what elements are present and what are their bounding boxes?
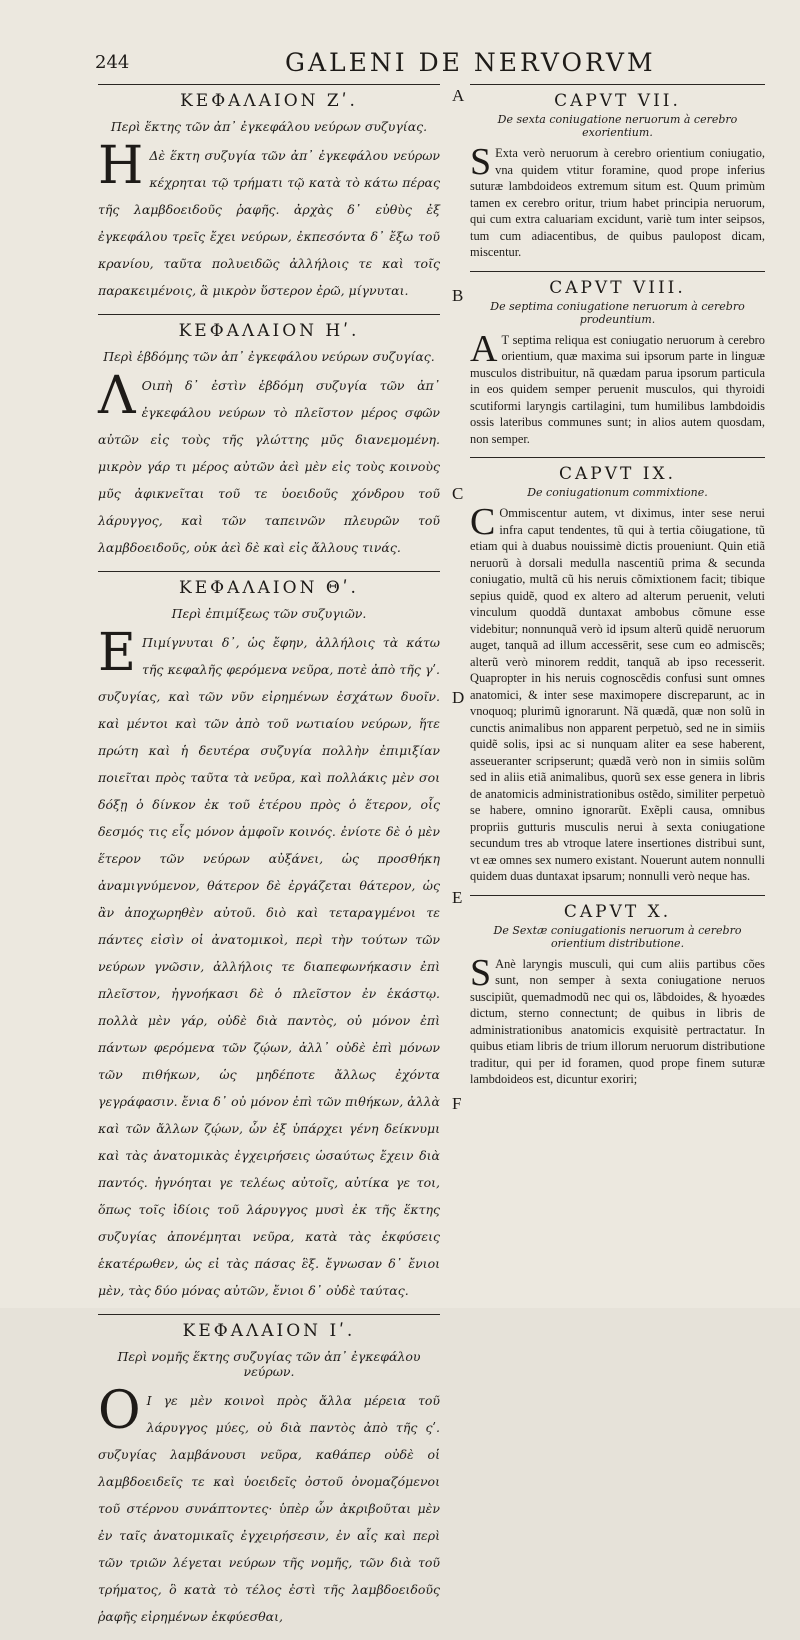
- section-rule: [470, 271, 765, 272]
- greek-column: [98, 84, 440, 1640]
- latin-chapter-subheading: De septima coniugatione neruorum à cerebro prodeuntium.: [490, 299, 745, 326]
- latin-chapter-heading: CAPVT VII.: [554, 91, 681, 111]
- latin-section: [470, 895, 765, 1088]
- greek-chapter-text: [98, 366, 440, 561]
- section-rule: [470, 895, 765, 896]
- greek-section: [98, 84, 440, 304]
- section-rule: [98, 314, 440, 315]
- latin-chapter-text: [470, 141, 765, 261]
- latin-chapter-text: [470, 501, 765, 885]
- drop-initial: S: [470, 141, 492, 183]
- latin-chapter-heading: CAPVT VIII.: [549, 277, 686, 298]
- latin-chapter-text: [470, 951, 765, 1088]
- drop-initial: S: [470, 951, 492, 994]
- drop-initial: C: [470, 501, 496, 543]
- latin-paragraph: Anè laryngis musculi, qui cum aliis partibus cões sunt, non semper à sexta coniugatione neruos suscipiũt, quemadmodũ nec qui os, lãbdoides, & hyoædes dictum, sterno connectunt; de quibus in libris de administrationibus anatomicis exquisitè pertractatur. In quibus etiam libris de trium illorum neruorum distributione traditur, qui per id foramen, quod prope finem suturæ lambdoideos est, dicuntur exoriri;: [470, 956, 765, 1086]
- latin-chapter-subheading: De Sextæ coniugationis neruorum à cerebro orientium distributione.: [493, 923, 742, 950]
- drop-initial: Λ: [98, 366, 136, 426]
- latin-paragraph: Ommiscentur autem, vt diximus, inter sese nerui infra caput tendentes, tũ qui à tertia cõiugatione, tũ etiam qui à duabus nouissimè dictis proueniunt. Quin etiã neruorũ à dorsali medulla nascentiũ prima & secunda coniugatio, multã cũ his neruis cõmixtionem facit; tibique sepius quidẽ, quod ex altero ad alterum peruenit, veluti vinculum quoddã duntaxat ambobus cõmune esse videbitur; nonnunquã verò id ipsum alterũ quidẽ neruorum auget, tanquã ad illum accessērit, sese cum eo admiscẽs; alterũ verò minorem reddit, tanquã ab ipso recesserit. Quapropter in his neruis cognoscẽdis confusi sunt omnes anatomici, & inter sese maximopere discreparunt, ac in vnoquoq; plurimũ ignorarunt. Nã quædã, quæ non solũ in cunctis animalibus non apparent perpetuò, sed ne in simiis quidẽ solis, ipsi ac si nunquam aliter ea sese haberent, asseueranter scripserunt; quædã verò non in simiis solũm sed in aliis etiã animalibus, quorũ sex esse genera in libris de anatomicis administrationibus ostẽdo, similiter perpetuò se habere, omnino ignorarũt. Exẽpli causa, omnibus propriis gutturis musculis nerui à sexta coniugatione secundum tres ab vtroque latere insertiones distribui sunt, vt eæ omnes sex numero existant. Nouerunt autem nonnulli quidem duas duntaxat ipsarum; nonnulli verò neque has.: [470, 506, 765, 883]
- section-rule: [98, 1314, 440, 1315]
- greek-chapter-heading: ΚΕΦΑΛΑΙΟΝ Ιʹ.: [182, 1321, 356, 1341]
- margin-letter-e: E: [452, 888, 463, 907]
- greek-paragraph: Οιπὴ δ᾽ ἐστὶν ἑβδόμη συζυγία τῶν ἀπ᾽ ἐγκεφάλου νεύρων τὸ πλεῖστον μέρος σφῶν αὐτῶν εἰς τοὺς τῆς γλώττης μῦς διανεμομένη. μικρὸν γάρ τι μέρος αὐτῶν ἀεὶ μὲν εἰς τοὺς κοινοὺς μῦς ἀφικνεῖται τοῦ τε ὑοειδοῦς χόνδρου τοῦ λάρυγγος, καὶ τῶν ταπεινῶν πλευρῶν τοῦ λαμβδοειδοῦς, οὐκ ἀεὶ δὲ καὶ εἰς ἄλλους τινάς.: [98, 378, 440, 555]
- latin-chapter-subheading: De coniugationum commixtione.: [527, 486, 708, 499]
- running-head: [95, 48, 775, 78]
- greek-chapter-text: [98, 1381, 440, 1630]
- margin-letter-c: C: [452, 484, 464, 503]
- drop-initial: Η: [98, 136, 144, 196]
- latin-section: [470, 84, 765, 261]
- latin-section: [470, 457, 765, 885]
- greek-chapter-heading: ΚΕΦΑΛΑΙΟΝ Θʹ.: [179, 578, 359, 598]
- margin-letter-b: B: [452, 286, 464, 305]
- latin-paragraph: T septima reliqua est coniugatio neruorum à cerebro orientium, quæ maxima sui ipsorum parte in linguæ musculos distribuitur, nã quædam parua ipsorum particula in eos quidem semper peruenit musculos, qui thyroidi scutiformi laryngis cartilagini, tum humilibus lambdoidis ossis lateribus communes sunt; in alios autem quosdam, non semper.: [470, 332, 765, 446]
- greek-chapter-subheading: Περὶ ἐπιμίξεως τῶν συζυγιῶν.: [171, 606, 367, 621]
- greek-section: [98, 314, 440, 561]
- drop-initial: Ο: [98, 1381, 141, 1441]
- greek-chapter-subheading: Περὶ ἕκτης τῶν ἀπ᾽ ἐγκεφάλου νεύρων συζυγίας.: [110, 119, 428, 134]
- latin-chapter-heading: CAPVT IX.: [559, 464, 676, 484]
- greek-section: [98, 571, 440, 1304]
- margin-letter-f: F: [452, 1094, 462, 1113]
- greek-chapter-text: [98, 136, 440, 304]
- margin-letter-d: D: [452, 688, 465, 707]
- greek-chapter-heading: ΚΕΦΑΛΑΙΟΝ Ηʹ.: [178, 321, 360, 341]
- page-number: 244: [95, 52, 130, 73]
- section-rule: [470, 457, 765, 458]
- latin-chapter-text: [470, 327, 765, 448]
- greek-chapter-subheading: Περὶ ἑβδόμης τῶν ἀπ᾽ ἐγκεφάλου νεύρων συζυγίας.: [103, 349, 435, 364]
- latin-chapter-subheading: De sexta coniugatione neruorum à cerebro exorientium.: [497, 113, 738, 139]
- section-rule: [98, 571, 440, 572]
- greek-paragraph: Ι γε μὲν κοινοὶ πρὸς ἄλλα μέρεια τοῦ λάρυγγος μύες, οὐ διὰ παντὸς ἀπὸ τῆς ςʹ. συζυγίας λαμβάνουσι νεῦρα, καθάπερ οὐδὲ οἱ λαμβδοειδεῖς τε καὶ ὑοειδεῖς ὀστοῦ ὀνομαζόμενοι τοῦ στέρνου συνάπτοντες· ὑπὲρ ὧν ἀκριβοῦται μὲν ἐν ταῖς ἀνατομικαῖς ἐγχειρήσεσιν, ἐν αἷς καὶ περὶ τῶν τριῶν λέγεται νεύρων τῆς νομῆς, τῶν διὰ τοῦ τρήματος, ὃ κατὰ τὸ τέλος ἐστὶ τῆς λαμβδοειδοῦς ῥαφῆς εἰρημένων ἐκφύεσθαι,: [98, 1393, 440, 1624]
- section-rule: [98, 84, 440, 85]
- latin-column: [470, 84, 765, 1098]
- margin-letter-a: A: [452, 86, 465, 105]
- latin-section: [470, 271, 765, 448]
- greek-chapter-text: [98, 623, 440, 1304]
- greek-chapter-heading: ΚΕΦΑΛΑΙΟΝ Ζʹ.: [180, 91, 358, 111]
- drop-initial: Ε: [98, 623, 136, 683]
- greek-paragraph: Δὲ ἕκτη συζυγία τῶν ἀπ᾽ ἐγκεφάλου νεύρων κέχρηται τῷ τρήματι τῷ κατὰ τὸ κάτω πέρας τῆς λαμβδοειδοῦς ῥαφῆς. ἀρχὰς δ᾽ εὐθὺς ἐξ ἐγκεφάλου τρεῖς ἔχει νεύρων, ἐκπεσόντα δ᾽ ἔξω τοῦ κρανίου, ταῦτα πολυειδῶς ἀλλήλοις τε καὶ τοῖς παρακειμένοις, ἃ μικρὸν ὕστερον ἐρῶ, μίγνυται.: [98, 148, 440, 298]
- drop-initial: A: [470, 327, 498, 370]
- latin-chapter-heading: CAPVT X.: [563, 901, 672, 922]
- greek-paragraph: Πιμίγνυται δ᾽, ὡς ἔφην, ἀλλήλοις τὰ κάτω τῆς κεφαλῆς φερόμενα νεῦρα, ποτὲ ἀπὸ τῆς γʹ. συζυγίας, καὶ τῶν νῦν εἰρημένων ἐσχάτων δυοῖν. καὶ μέντοι καὶ τῶν ἀπὸ τοῦ νωτιαίου νεύρων, ἥτε πρώτη καὶ ἡ δευτέρα συζυγία πολλὴν ἐπιμιξίαν ποιεῖται πρὸς ταῦτα τὰ νεῦρα, καὶ πολλάκις μὲν σοι δόξῃ ὁ δίνκον ἐκ τοῦ ἑτέρου πρὸς ὁ ἕτερον, οἷς δεσμός τις εἷς μόνον ἀμφοῖν κοινός. ἐνίοτε δὲ ὁ μὲν ἕτερον τῶν νεύρων αὐξάνει, ὡς προσθήκη ἀναμιγνύμενον, θάτερον δὲ ἐργάζεται θάτερον, ὡς ἂν ἀποχωρηθὲν αὐτοῦ. διὸ καὶ τεταραγμένοι τε πάντες εἰσὶν οἱ ἀνατομικοὶ, περὶ τὴν τούτων τῶν νεύρων γνῶσιν, ἀλλήλοις τε διαπεφωνήκασιν ἐπὶ πλεῖστον, ἠγνοήκασι δὲ ὁ πλεῖστον ἐν ἑκάστῳ. πολλὰ μὲν γάρ, οὐδὲ διὰ παντὸς, οὐ μόνον ἐπὶ πάντων φερόμενα τῶν ζῴων, ἀλλ᾽ οὐδὲ ἐπὶ μόνων τῶν πιθήκων, ὡς μηδέποτε ἄλλως ἐχόντα γεγράφασιν. ἔνια δ᾽ οὐ μόνον ἐπὶ τῶν πιθήκων, ἀλλὰ καὶ τῶν ἄλλων ζῴων, ὧν ἐξ ὑπάρχει γένη δείκνυμι καὶ τὰς ἀνατομικὰς ἐγχειρήσεις ὡσαύτως ἔχειν διὰ παντός. ἠγνόηται γε τελέως αὐτοῖς, αὐτίκα γε τοι, ὅπως τοῖς ἰδίοις τοῦ λάρυγγος μυσὶ ἐκ τῆς ἕκτης συζυγίας ἀπονέμηται νεῦρα, κατὰ τὰς ἐκφύσεις ἑκατέρωθεν, ὡς εἰ τὰς πάσας ἓξ. ἔγνωσαν δ᾽ ἔνιοι μὲν, τὰς δύο μόνας αὐτῶν, ἔνιοι δ᾽ οὐδὲ ταύτας.: [98, 635, 440, 1298]
- latin-paragraph: Exta verò neruorum à cerebro orientium coniugatio, vna quidem vtitur foramine, quod prope inferius suturæ lambdoideos extremum situm est. Quum primùm tamen ex cerebro oritur, trium habet principia neruorum, qui cum extra caluariam excidunt, variè tum inter seipsos, tum cum adiacentibus, de quibus paulopost dicam, miscentur.: [470, 146, 765, 259]
- section-rule: [470, 84, 765, 85]
- greek-chapter-subheading: Περὶ νομῆς ἕκτης συζυγίας τῶν ἀπ᾽ ἐγκεφάλου νεύρων.: [117, 1349, 421, 1379]
- greek-section: [98, 1314, 440, 1630]
- running-title: GALENI DE NERVORVM: [285, 48, 656, 77]
